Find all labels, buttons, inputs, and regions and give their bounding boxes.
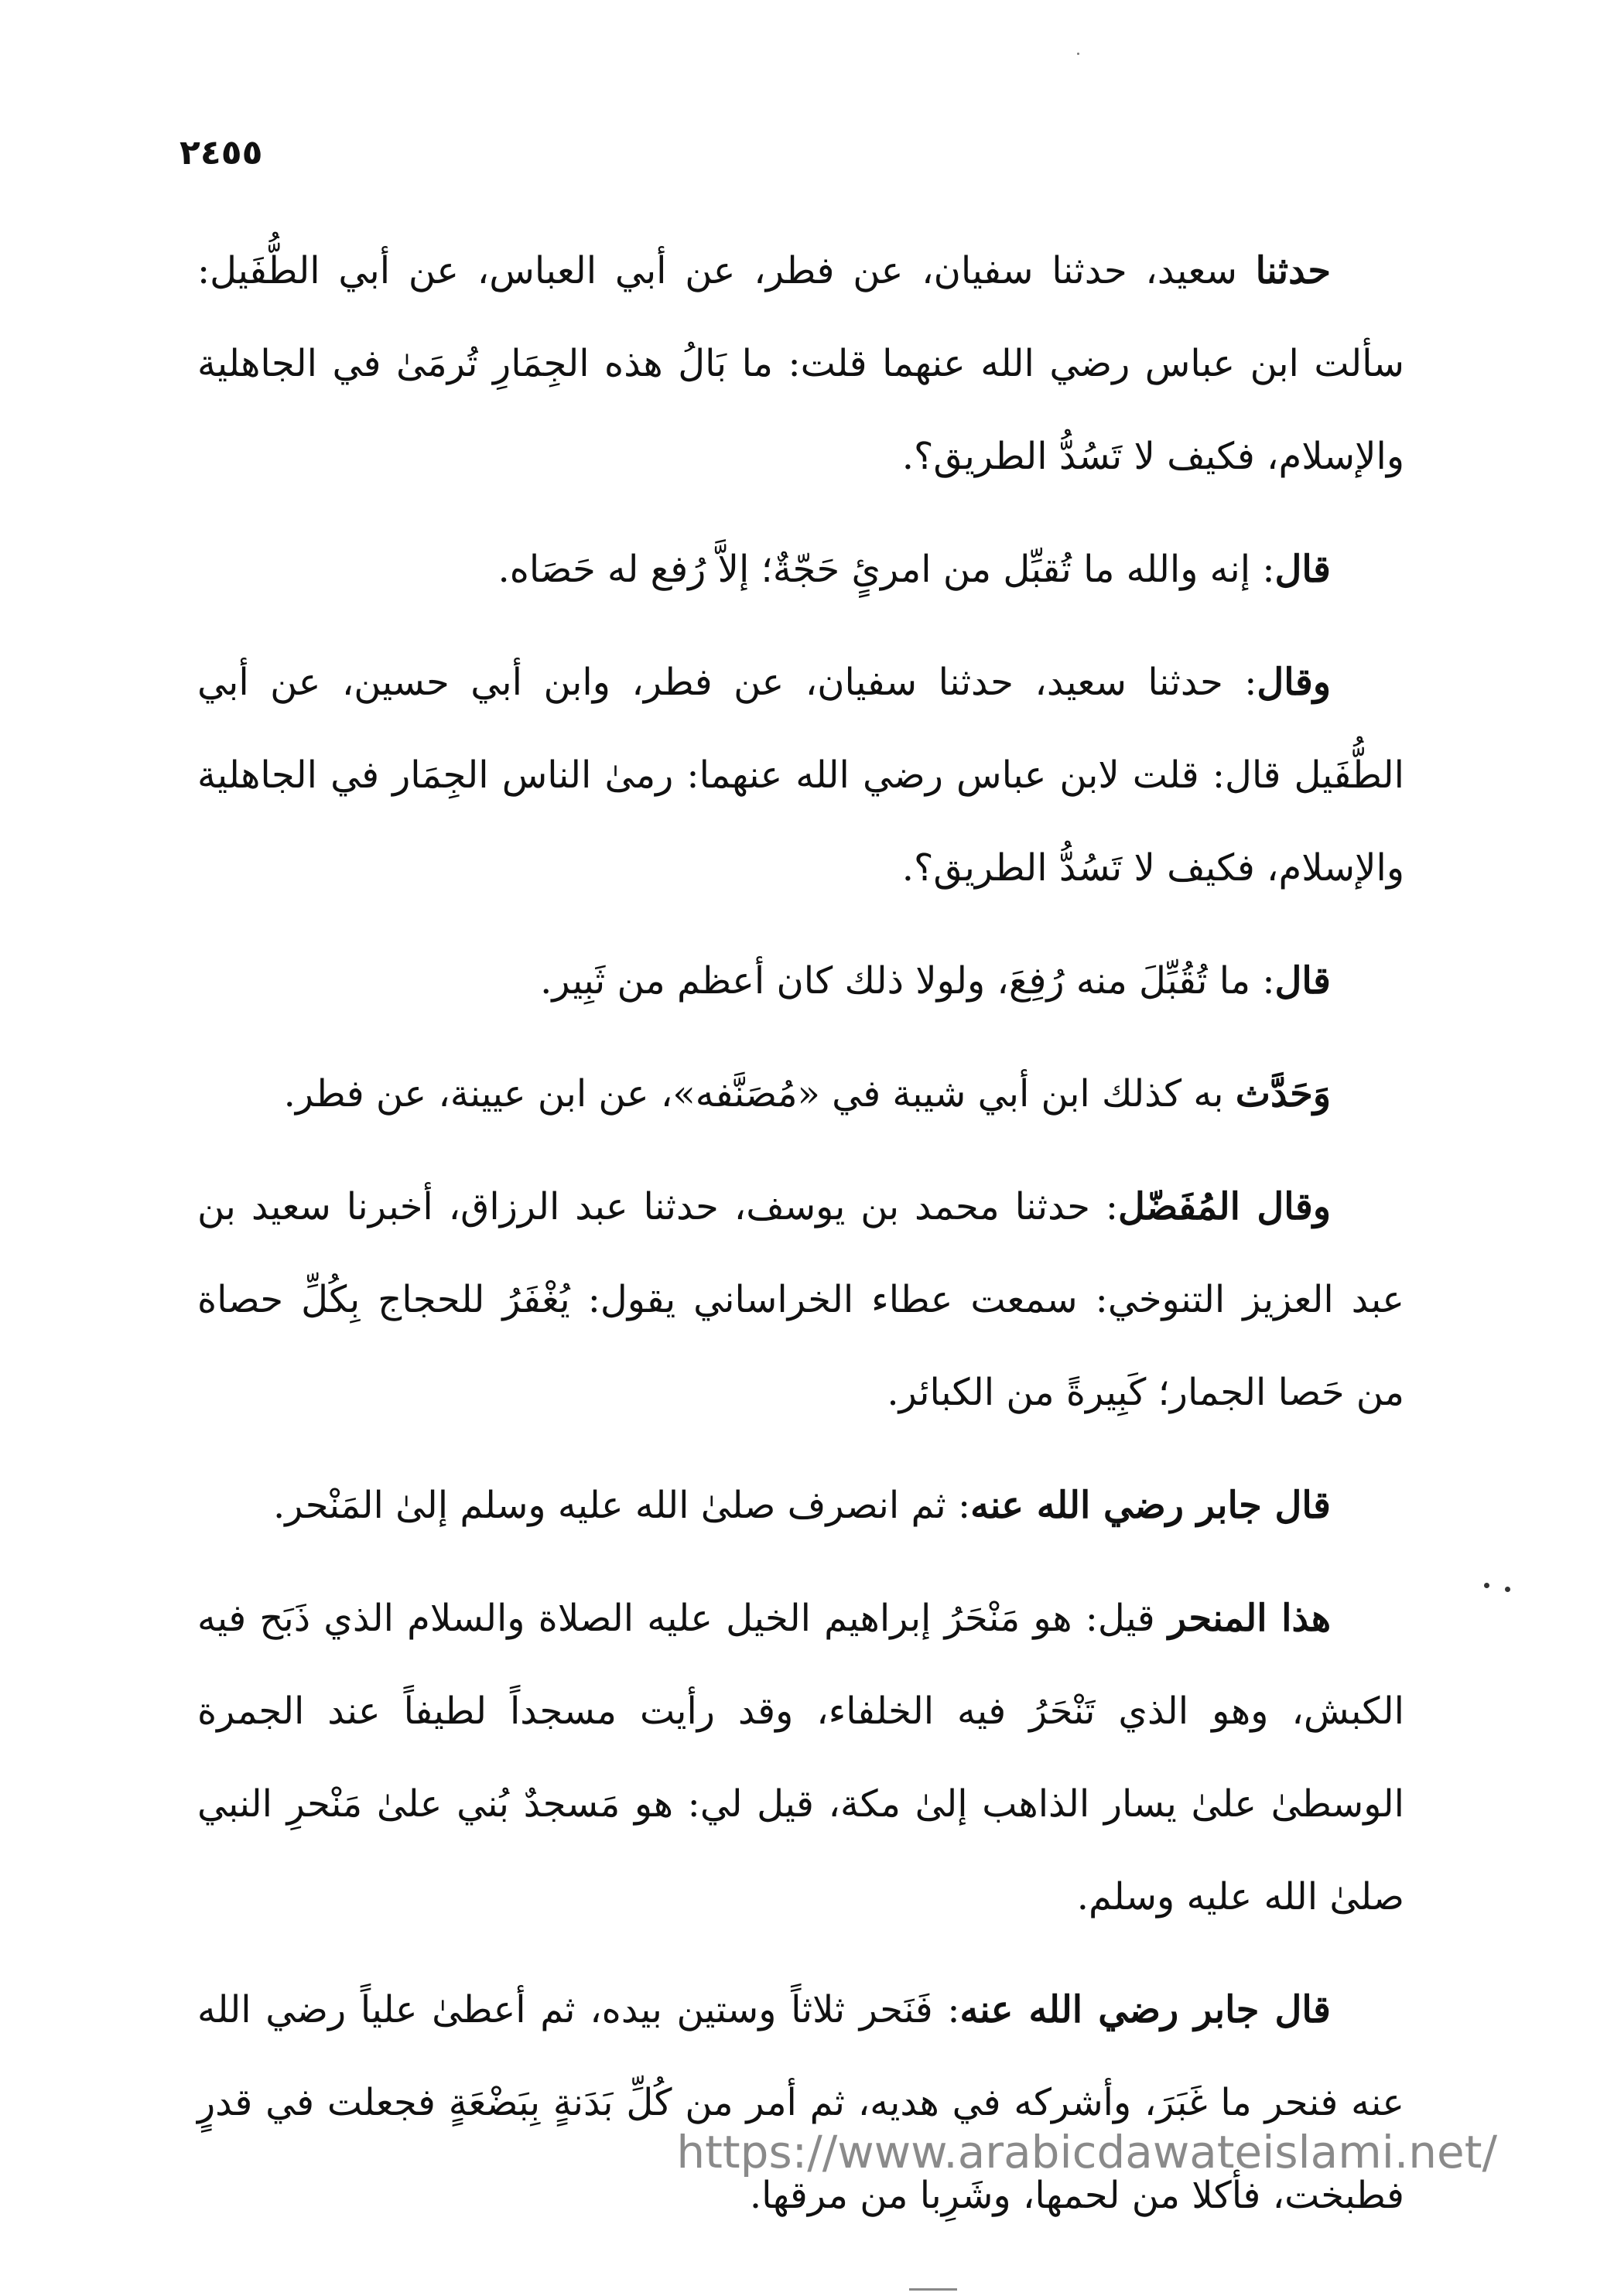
page-body: [197, 224, 1404, 2262]
paragraph-8: [197, 1572, 1404, 1943]
paragraph-1: [197, 224, 1404, 503]
paragraph-text: قيل: هو مَنْحَرُ إبراهيم الخيل عليه الصلاة والسلام الذي ذَبَح فيه الكبش، وهو الذي تَنْحَرُ فيه الخلفاء، وقد رأيت مسجداً لطيفاً عند الجمرة الوسطىٰ علىٰ يسار الذاهب إلىٰ مكة، قيل لي: هو مَسجدٌ بُني علىٰ مَنْحرِ النبي صلىٰ الله عليه وسلم.: [197, 1597, 1404, 1918]
paragraph-text: : ثم انصرف صلىٰ الله عليه وسلم إلىٰ المَنْحر.: [272, 1484, 971, 1527]
paragraph-lead: قال: [1274, 548, 1331, 591]
paragraph-text: : فَنَحر ثلاثاً وستين بيده، ثم أعطىٰ علياً رضي الله عنه فنحر ما غَبَرَ، وأشركه في هديه، ثم أمر من كُلِّ بَدَنةٍ بِبَضْعَةٍ فجعلت في قدرٍ فطبخت، فأكلا من لحمها، وشَرِبا من مرقها.: [197, 1988, 1404, 2217]
paragraph-6: [197, 1160, 1404, 1439]
margin-dot: [1505, 1587, 1510, 1592]
paragraph-3: [197, 636, 1404, 914]
paragraph-lead: وَحَدَّث: [1235, 1072, 1331, 1116]
paragraph-4: [197, 934, 1404, 1027]
paragraph-lead: هذا المنحر: [1168, 1597, 1332, 1640]
margin-dot: [1484, 1583, 1489, 1588]
paragraph-text: : ما تُقُبِّلَ منه رُفِعَ، ولولا ذلك كان أعظم من ثَبِير.: [540, 959, 1275, 1003]
paragraph-text: به كذلك ابن أبي شيبة في «مُصَنَّفه»، عن ابن عيينة، عن فطر.: [283, 1072, 1236, 1116]
paragraph-lead: قال جابر رضي الله عنه: [959, 1988, 1332, 2031]
paragraph-text: : إنه والله ما تُقبِّل من امرئٍ حَجّةٌ؛ إلاَّ رُفع له حَصَاه.: [498, 548, 1275, 591]
paragraph-lead: حدثنا: [1255, 249, 1331, 292]
page-number: ٢٤٥٥: [180, 133, 263, 173]
paragraph-lead: قال: [1274, 959, 1331, 1003]
paragraph-lead: وقال: [1257, 661, 1331, 704]
paragraph-text: : حدثنا محمد بن يوسف، حدثنا عبد الرزاق، أخبرنا سعيد بن عبد العزيز التنوخي: سمعت عطاء الخراساني يقول: يُغْفَرُ للحجاج بِكُلِّ حصاة من حَصا الجمار؛ كَبِيرةً من الكبائر.: [197, 1185, 1404, 1414]
paragraph-text: سعيد، حدثنا سفيان، عن فطر، عن أبي العباس، عن أبي الطُّفَيل: سألت ابن عباس رضي الله عنهما قلت: ما بَالُ هذه الجِمَارِ تُرمَىٰ في الجاهلية والإسلام، فكيف لا تَسُدُّ الطريق؟.: [197, 249, 1404, 478]
paragraph-5: [197, 1047, 1404, 1140]
watermark-url: https://www.arabicdawateislami.net/: [676, 2126, 1497, 2178]
paragraph-lead: وقال المُفَضّل: [1118, 1185, 1331, 1228]
paragraph-7: [197, 1459, 1404, 1552]
paragraph-9: [197, 1963, 1404, 2242]
scan-speck: [1077, 53, 1079, 55]
paragraph-2: [197, 523, 1404, 616]
bottom-rule: [909, 2288, 957, 2291]
paragraph-text: : حدثنا سعيد، حدثنا سفيان، عن فطر، وابن أبي حسين، عن أبي الطُّفَيل قال: قلت لابن عباس رضي الله عنهما: رمىٰ الناس الجِمَار في الجاهلية والإسلام، فكيف لا تَسُدُّ الطريق؟.: [197, 661, 1404, 890]
paragraph-lead: قال جابر رضي الله عنه: [970, 1484, 1331, 1527]
